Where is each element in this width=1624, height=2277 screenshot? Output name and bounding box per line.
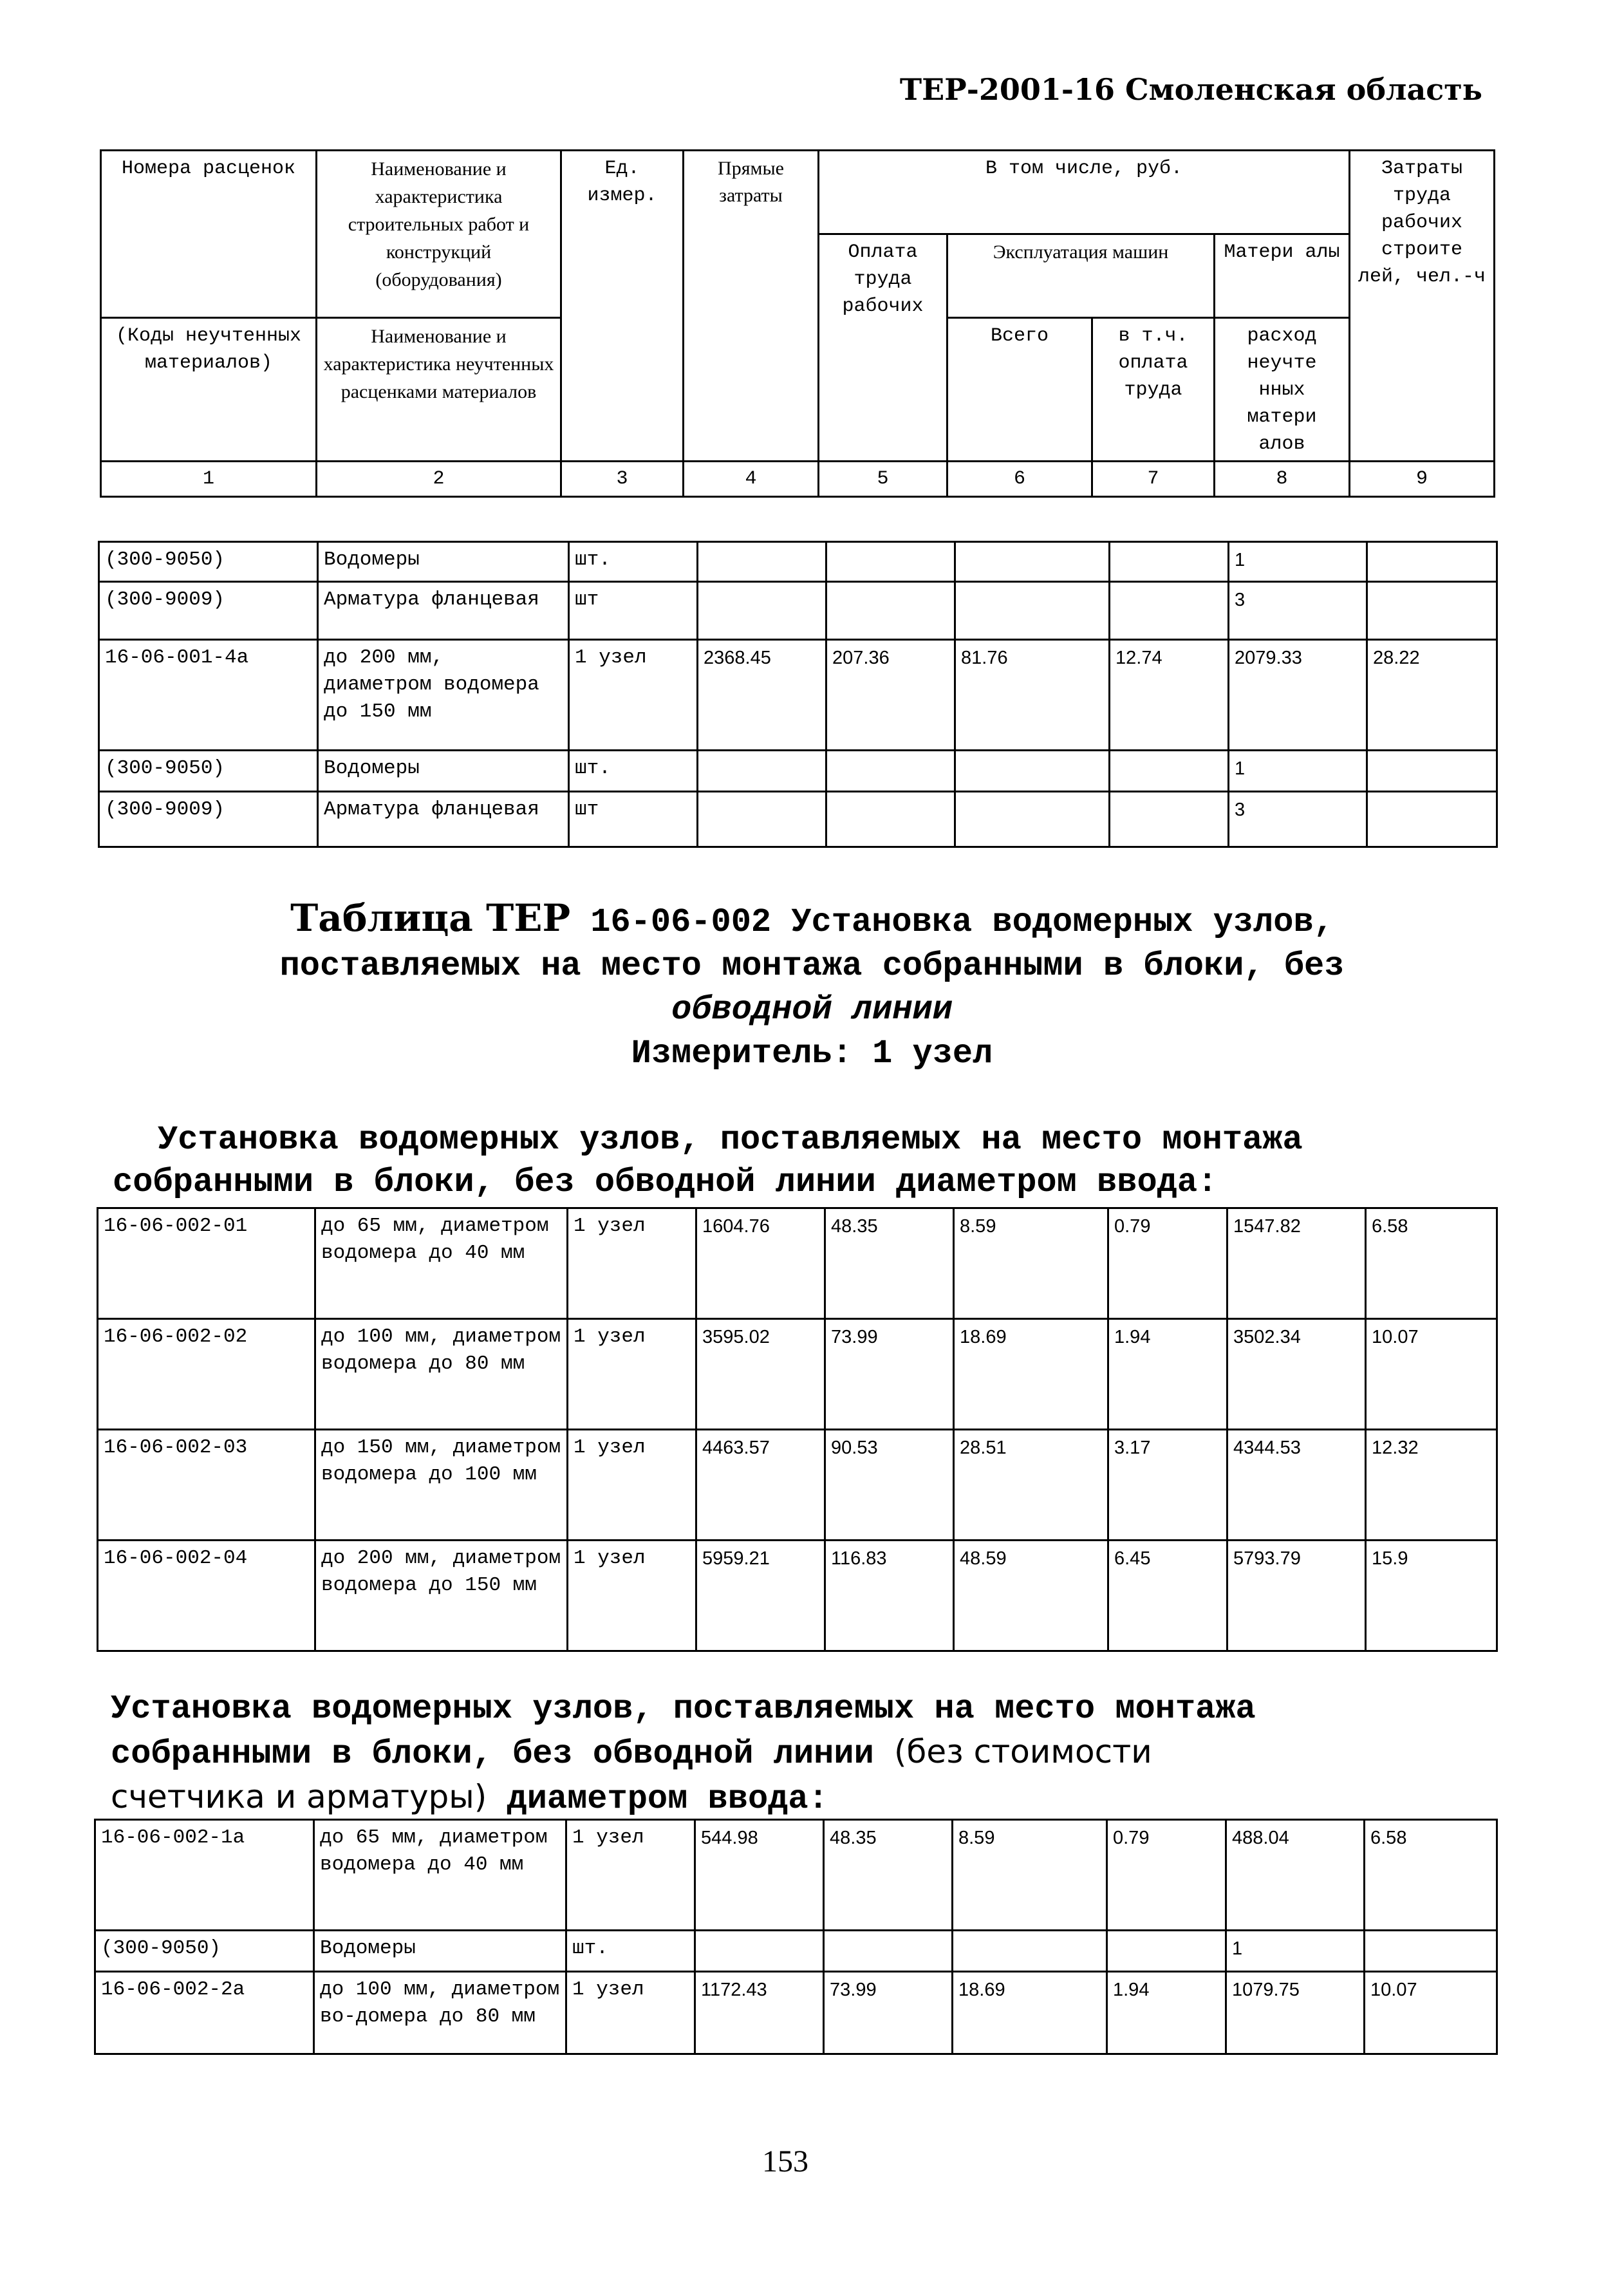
column-number: 5: [819, 462, 947, 497]
section-2-line2-bold: собранными в блоки, без обводной линии: [111, 1735, 874, 1773]
cell-name: Водомеры: [318, 542, 569, 582]
cell-wage: 116.83: [825, 1541, 954, 1651]
cell-unit: 1 узел: [566, 1972, 695, 2054]
cell-mat: 3: [1229, 582, 1367, 640]
cell-mach: [955, 582, 1110, 640]
section-2-line3: [111, 1776, 1514, 1821]
table-row: [99, 542, 1497, 582]
cell-name: до 65 мм, диаметром водомера до 40 мм: [315, 1208, 568, 1319]
column-number: 3: [561, 462, 684, 497]
section-2-line2: [111, 1730, 1514, 1776]
cell-name: до 200 мм, диаметром водомера до 150 мм: [318, 640, 569, 751]
header-codes: Номера расценок: [101, 151, 317, 234]
cell-code: (300-9050): [99, 751, 318, 792]
cell-labor: 15.9: [1366, 1541, 1497, 1651]
cell-unit: шт: [569, 792, 698, 847]
cell-direct: 5959.21: [696, 1541, 825, 1651]
cell-name: до 100 мм, диаметром во-домера до 80 мм: [314, 1972, 566, 2054]
header-materials: Матери алы: [1215, 234, 1350, 318]
cell-mach-wage: [1110, 792, 1229, 847]
cell-mat: 4344.53: [1227, 1430, 1366, 1541]
cell-mat: 488.04: [1226, 1820, 1365, 1931]
table-row: [98, 1319, 1497, 1430]
cell-labor: 10.07: [1366, 1319, 1497, 1430]
header-machines-total: Всего: [947, 318, 1092, 462]
cell-code: (300-9009): [99, 582, 318, 640]
cell-wage: 73.99: [825, 1319, 954, 1430]
cell-wage: [826, 542, 955, 582]
cell-unit: 1 узел: [568, 1319, 696, 1430]
cell-wage: 48.35: [824, 1820, 953, 1931]
table-row: [99, 640, 1497, 751]
cell-name: Водомеры: [314, 1931, 566, 1972]
cell-direct: [698, 792, 826, 847]
table-title-line2: поставляемых на место монтажа собранными в блоки, без: [279, 947, 1345, 985]
cell-unit: шт.: [569, 542, 698, 582]
table-row: [98, 1208, 1497, 1319]
cell-mach-wage: [1110, 542, 1229, 582]
cell-name: до 150 мм, диаметром водомера до 100 мм: [315, 1430, 568, 1541]
cell-mach: [953, 1931, 1107, 1972]
header-name-sub: Наименование и характеристика неучтенных расценками материалов: [317, 318, 561, 462]
cell-code: 16-06-001-4а: [99, 640, 318, 751]
cell-mach-wage: 6.45: [1108, 1541, 1227, 1651]
cell-direct: 3595.02: [696, 1319, 825, 1430]
cell-name: Водомеры: [318, 751, 569, 792]
cell-unit: 1 узел: [568, 1430, 696, 1541]
cell-mach: [955, 792, 1110, 847]
rates-table-1: [98, 541, 1498, 848]
cell-labor: [1367, 542, 1497, 582]
cell-mat: 3: [1229, 792, 1367, 847]
cell-mat: 5793.79: [1227, 1541, 1366, 1651]
cell-direct: 4463.57: [696, 1430, 825, 1541]
column-number: 8: [1215, 462, 1350, 497]
cell-code: (300-9050): [99, 542, 318, 582]
column-number: 7: [1092, 462, 1215, 497]
table-row: [99, 582, 1497, 640]
cell-mach-wage: 0.79: [1108, 1208, 1227, 1319]
cell-mach-wage: [1107, 1931, 1226, 1972]
cell-labor: 6.58: [1365, 1820, 1497, 1931]
cell-wage: 73.99: [824, 1972, 953, 2054]
header-codes-sub: (Коды неучтенных материалов): [101, 318, 317, 462]
section-1-line1: Установка водомерных узлов, поставляемых на место монтажа: [158, 1121, 1303, 1159]
cell-mach: 18.69: [954, 1319, 1108, 1430]
cell-mach-wage: 0.79: [1107, 1820, 1226, 1931]
cell-mach: [955, 751, 1110, 792]
cell-wage: [826, 582, 955, 640]
cell-mach-wage: 3.17: [1108, 1430, 1227, 1541]
column-number: 1: [101, 462, 317, 497]
cell-mach-wage: 1.94: [1107, 1972, 1226, 2054]
cell-mach-wage: 12.74: [1110, 640, 1229, 751]
section-heading-2: [111, 1688, 1514, 1821]
cell-mach-wage: 1.94: [1108, 1319, 1227, 1430]
cell-labor: [1367, 792, 1497, 847]
page-number: 153: [762, 2144, 808, 2179]
table-row: [98, 1541, 1497, 1651]
column-number: 9: [1350, 462, 1495, 497]
cell-direct: [698, 751, 826, 792]
cell-wage: 207.36: [826, 640, 955, 751]
cell-direct: [695, 1931, 824, 1972]
cell-wage: [824, 1931, 953, 1972]
header-labor: Затраты труда рабочих строите лей, чел.-ч: [1350, 151, 1495, 462]
cell-mach-wage: [1110, 582, 1229, 640]
cell-code: (300-9009): [99, 792, 318, 847]
cell-mach: 8.59: [954, 1208, 1108, 1319]
header-codes-spacer: [101, 234, 317, 318]
cell-labor: 10.07: [1365, 1972, 1497, 2054]
running-head: ТЕР-2001-16 Смоленская область: [899, 72, 1482, 107]
header-incl: В том числе, руб.: [819, 151, 1350, 234]
rates-table-2: [97, 1207, 1498, 1652]
cell-direct: 1604.76: [696, 1208, 825, 1319]
cell-mat: 1079.75: [1226, 1972, 1365, 2054]
table-row: [95, 1931, 1497, 1972]
cell-name: до 65 мм, диаметром водомера до 40 мм: [314, 1820, 566, 1931]
cell-code: 16-06-002-01: [98, 1208, 315, 1319]
cell-direct: [698, 582, 826, 640]
section-1-line2: собранными в блоки, без обводной линии диаметром ввода:: [113, 1163, 1218, 1201]
table-title-line3: обводной линии: [671, 991, 953, 1029]
cell-code: 16-06-002-02: [98, 1319, 315, 1430]
cell-wage: 48.35: [825, 1208, 954, 1319]
section-2-line2-light: (без стоимости: [894, 1733, 1152, 1770]
cell-direct: 544.98: [695, 1820, 824, 1931]
cell-mat: 2079.33: [1229, 640, 1367, 751]
cell-name: до 100 мм, диаметром водомера до 80 мм: [315, 1319, 568, 1430]
cell-code: 16-06-002-03: [98, 1430, 315, 1541]
cell-mach: 8.59: [953, 1820, 1107, 1931]
cell-wage: [826, 751, 955, 792]
table-row: [99, 792, 1497, 847]
table-title-line-1: [0, 896, 1624, 944]
cell-labor: [1367, 582, 1497, 640]
cell-mach: 28.51: [954, 1430, 1108, 1541]
rates-table-3: [94, 1819, 1498, 2055]
cell-mat: 1547.82: [1227, 1208, 1366, 1319]
cell-code: (300-9050): [95, 1931, 314, 1972]
cell-name: Арматура фланцевая: [318, 792, 569, 847]
column-number: 6: [947, 462, 1092, 497]
header-unit: Ед. измер.: [561, 151, 684, 462]
table-row: [95, 1820, 1497, 1931]
cell-mach: 48.59: [954, 1541, 1108, 1651]
cell-code: 16-06-002-04: [98, 1541, 315, 1651]
cell-mach: [955, 542, 1110, 582]
cell-unit: шт.: [566, 1931, 695, 1972]
cell-name: Арматура фланцевая: [318, 582, 569, 640]
header-machines-wage: в т.ч. оплата труда: [1092, 318, 1215, 462]
cell-code: 16-06-002-1а: [95, 1820, 314, 1931]
header-materials-sub: расход неучте нных матери алов: [1215, 318, 1350, 462]
cell-unit: 1 узел: [568, 1208, 696, 1319]
cell-direct: [698, 542, 826, 582]
cell-direct: 2368.45: [698, 640, 826, 751]
cell-unit: шт.: [569, 751, 698, 792]
cell-mat: 1: [1229, 751, 1367, 792]
cell-mach-wage: [1110, 751, 1229, 792]
cell-labor: [1365, 1931, 1497, 1972]
table-title-line1: 16-06-002 Установка водомерных узлов,: [590, 903, 1334, 941]
table-title-prefix: Таблица ТЕР: [290, 896, 571, 940]
cell-unit: 1 узел: [566, 1820, 695, 1931]
cell-mach: 18.69: [953, 1972, 1107, 2054]
cell-mat: 1: [1229, 542, 1367, 582]
header-machines: Эксплуатация машин: [947, 234, 1215, 318]
table-row: [95, 1972, 1497, 2054]
column-number: 4: [684, 462, 819, 497]
column-number: 2: [317, 462, 561, 497]
header-wage: Оплата труда рабочих: [819, 234, 947, 462]
section-2-line3-bold: диаметром ввода:: [507, 1780, 828, 1818]
cell-unit: 1 узел: [569, 640, 698, 751]
cell-unit: 1 узел: [568, 1541, 696, 1651]
cell-wage: 90.53: [825, 1430, 954, 1541]
table-row: [99, 751, 1497, 792]
header-name: Наименование и характеристика строительных работ и конструкций (оборудования): [317, 151, 561, 318]
cell-direct: 1172.43: [695, 1972, 824, 2054]
cell-labor: 6.58: [1366, 1208, 1497, 1319]
column-header-table: [100, 149, 1495, 498]
cell-wage: [826, 792, 955, 847]
cell-mat: 1: [1226, 1931, 1365, 1972]
cell-labor: [1367, 751, 1497, 792]
header-direct: Прямые затраты: [684, 151, 819, 462]
cell-mach: 81.76: [955, 640, 1110, 751]
cell-labor: 28.22: [1367, 640, 1497, 751]
section-2-line1: Установка водомерных узлов, поставляемых на место монтажа: [111, 1690, 1256, 1728]
section-2-line3-light: счетчика и арматуры): [111, 1778, 487, 1815]
cell-labor: 12.32: [1366, 1430, 1497, 1541]
table-row: [98, 1430, 1497, 1541]
cell-unit: шт: [569, 582, 698, 640]
table-title-measure: Измеритель: 1 узел: [631, 1035, 993, 1073]
table-title: [0, 896, 1624, 1076]
cell-name: до 200 мм, диаметром водомера до 150 мм: [315, 1541, 568, 1651]
cell-mat: 3502.34: [1227, 1319, 1366, 1430]
section-heading-1: [113, 1119, 1561, 1204]
cell-code: 16-06-002-2а: [95, 1972, 314, 2054]
